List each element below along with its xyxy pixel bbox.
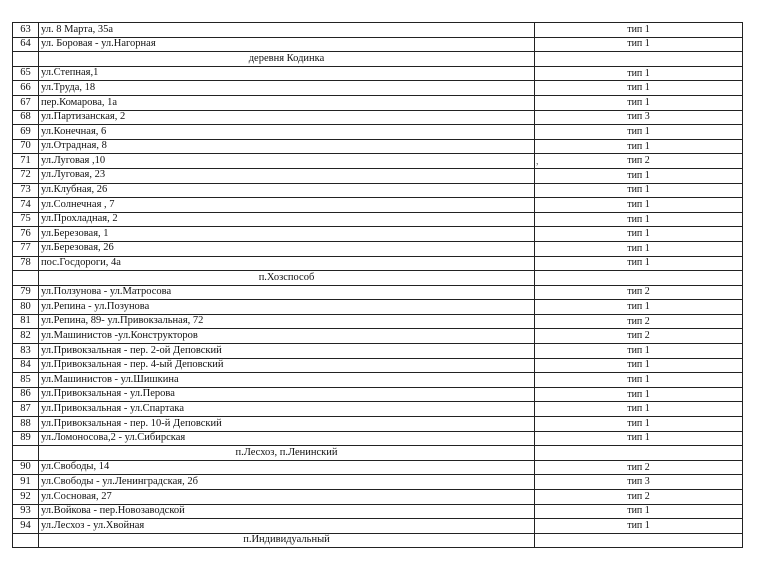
- row-type: тип 1: [535, 358, 743, 373]
- scan-speck: ,: [536, 156, 539, 167]
- row-address: ул.Машинистов - ул.Шишкина: [39, 373, 535, 388]
- row-type: тип 2: [535, 490, 743, 505]
- row-address: ул.Сосновая, 27: [39, 490, 535, 505]
- row-type: тип 1: [535, 198, 743, 213]
- row-number: 94: [13, 519, 39, 534]
- row-address: ул.Прохладная, 2: [39, 212, 535, 227]
- table-row: [13, 139, 743, 154]
- row-number: 90: [13, 460, 39, 475]
- row-address: ул.Свободы, 14: [39, 460, 535, 475]
- table-row: [13, 504, 743, 519]
- table-row: [13, 227, 743, 242]
- table-row: [13, 37, 743, 52]
- row-type: тип 1: [535, 125, 743, 140]
- row-address: ул.Луговая ,10: [39, 154, 535, 169]
- row-address: пер.Комарова, 1а: [39, 95, 535, 110]
- row-address: ул.Репина, 89- ул.Привокзальная, 72: [39, 314, 535, 329]
- table-row: [13, 110, 743, 125]
- table-row: [13, 183, 743, 198]
- row-number: 82: [13, 329, 39, 344]
- table-row: [13, 329, 743, 344]
- section-type-cell: [535, 271, 743, 286]
- table-row: [13, 285, 743, 300]
- section-type-cell: [535, 533, 743, 548]
- section-row: [13, 52, 743, 67]
- row-address: ул.Репина - ул.Позунова: [39, 300, 535, 315]
- row-type: тип 1: [535, 519, 743, 534]
- row-number: 89: [13, 431, 39, 446]
- table-row: [13, 402, 743, 417]
- row-type: тип 1: [535, 23, 743, 38]
- row-number: 65: [13, 66, 39, 81]
- row-address: ул.Свободы - ул.Ленинградская, 2б: [39, 475, 535, 490]
- table-row: [13, 23, 743, 38]
- row-type: тип 1: [535, 300, 743, 315]
- row-address: ул.Березовая, 1: [39, 227, 535, 242]
- row-address: ул.Ползунова - ул.Матросова: [39, 285, 535, 300]
- row-number: 91: [13, 475, 39, 490]
- table-row: [13, 314, 743, 329]
- section-row: [13, 446, 743, 461]
- row-number: 83: [13, 344, 39, 359]
- table-row: [13, 154, 743, 169]
- row-number: 84: [13, 358, 39, 373]
- row-number: 73: [13, 183, 39, 198]
- row-number: 88: [13, 417, 39, 432]
- row-type: тип 1: [535, 81, 743, 96]
- row-type: тип 1: [535, 417, 743, 432]
- table-row: [13, 256, 743, 271]
- table-row: [13, 95, 743, 110]
- row-number: 72: [13, 168, 39, 183]
- table-row: [13, 373, 743, 388]
- section-num-cell: [13, 533, 39, 548]
- row-address: ул.Партизанская, 2: [39, 110, 535, 125]
- row-address: ул.Войкова - пер.Новозаводской: [39, 504, 535, 519]
- row-type: тип 1: [535, 241, 743, 256]
- row-type: тип 1: [535, 402, 743, 417]
- row-address: ул.Привокзальная - ул.Перова: [39, 387, 535, 402]
- row-address: ул.Степная,1: [39, 66, 535, 81]
- row-number: 75: [13, 212, 39, 227]
- table-row: [13, 475, 743, 490]
- row-type: тип 3: [535, 110, 743, 125]
- row-number: 86: [13, 387, 39, 402]
- table-row: [13, 212, 743, 227]
- table-row: [13, 358, 743, 373]
- row-type: тип 2: [535, 285, 743, 300]
- row-type: тип 1: [535, 373, 743, 388]
- row-type: тип 1: [535, 168, 743, 183]
- table-row: [13, 198, 743, 213]
- row-type: тип 1: [535, 139, 743, 154]
- row-number: 71: [13, 154, 39, 169]
- row-number: 92: [13, 490, 39, 505]
- table-row: [13, 344, 743, 359]
- row-type: тип 1: [535, 387, 743, 402]
- table-row: [13, 417, 743, 432]
- row-type: тип 1: [535, 66, 743, 81]
- row-number: 74: [13, 198, 39, 213]
- row-number: 93: [13, 504, 39, 519]
- row-number: 67: [13, 95, 39, 110]
- section-type-cell: [535, 52, 743, 67]
- row-address: ул.Ломоносова,2 - ул.Сибирская: [39, 431, 535, 446]
- row-type: тип 2: [535, 329, 743, 344]
- table-row: [13, 241, 743, 256]
- row-address: ул.Привокзальная - пер. 2-ой Деповский: [39, 344, 535, 359]
- section-num-cell: [13, 271, 39, 286]
- row-number: 66: [13, 81, 39, 96]
- section-num-cell: [13, 52, 39, 67]
- row-number: 76: [13, 227, 39, 242]
- row-number: 81: [13, 314, 39, 329]
- row-address: ул. Боровая - ул.Нагорная: [39, 37, 535, 52]
- row-address: ул.Труда, 18: [39, 81, 535, 96]
- table-row: [13, 125, 743, 140]
- row-address: ул.Отрадная, 8: [39, 139, 535, 154]
- section-title: п.Хозспособ: [39, 271, 535, 286]
- section-title: п.Лесхоз, п.Ленинский: [39, 446, 535, 461]
- row-type: тип 1: [535, 212, 743, 227]
- table-row: [13, 387, 743, 402]
- row-number: 79: [13, 285, 39, 300]
- table-row: [13, 431, 743, 446]
- row-number: 64: [13, 37, 39, 52]
- row-address: ул.Машинистов -ул.Конструкторов: [39, 329, 535, 344]
- row-type: тип 2: [535, 460, 743, 475]
- row-address: ул.Клубная, 26: [39, 183, 535, 198]
- row-number: 80: [13, 300, 39, 315]
- row-number: 70: [13, 139, 39, 154]
- row-type: тип 1: [535, 431, 743, 446]
- section-row: [13, 271, 743, 286]
- row-type: тип 1: [535, 504, 743, 519]
- row-address: ул.Березовая, 26: [39, 241, 535, 256]
- row-number: 85: [13, 373, 39, 388]
- row-number: 77: [13, 241, 39, 256]
- row-address: ул.Привокзальная - пер. 10-й Деповский: [39, 417, 535, 432]
- row-address: ул.Солнечная , 7: [39, 198, 535, 213]
- row-number: 68: [13, 110, 39, 125]
- row-number: 78: [13, 256, 39, 271]
- row-number: 87: [13, 402, 39, 417]
- table-body: [13, 23, 743, 548]
- row-address: ул.Луговая, 23: [39, 168, 535, 183]
- table-row: [13, 168, 743, 183]
- row-type: тип 1: [535, 183, 743, 198]
- row-address: ул.Привокзальная - ул.Спартака: [39, 402, 535, 417]
- section-row: [13, 533, 743, 548]
- row-address: ул. 8 Марта, 35а: [39, 23, 535, 38]
- row-address: ул.Лесхоз - ул.Хвойная: [39, 519, 535, 534]
- address-type-table: [12, 22, 743, 548]
- row-type: тип 1: [535, 344, 743, 359]
- row-type: тип 1: [535, 95, 743, 110]
- row-address: пос.Госдороги, 4а: [39, 256, 535, 271]
- row-address: ул.Конечная, 6: [39, 125, 535, 140]
- section-num-cell: [13, 446, 39, 461]
- table-row: [13, 300, 743, 315]
- row-type: тип 1: [535, 256, 743, 271]
- table-row: [13, 66, 743, 81]
- row-type: тип 2: [535, 154, 743, 169]
- table-row: [13, 519, 743, 534]
- row-number: 63: [13, 23, 39, 38]
- row-type: тип 2: [535, 314, 743, 329]
- section-type-cell: [535, 446, 743, 461]
- table-row: [13, 81, 743, 96]
- row-type: тип 3: [535, 475, 743, 490]
- section-title: п.Индивидуальный: [39, 533, 535, 548]
- row-address: ул.Привокзальная - пер. 4-ый Деповский: [39, 358, 535, 373]
- row-type: тип 1: [535, 37, 743, 52]
- table-row: [13, 460, 743, 475]
- table-row: [13, 490, 743, 505]
- row-type: тип 1: [535, 227, 743, 242]
- section-title: деревня Кодинка: [39, 52, 535, 67]
- row-number: 69: [13, 125, 39, 140]
